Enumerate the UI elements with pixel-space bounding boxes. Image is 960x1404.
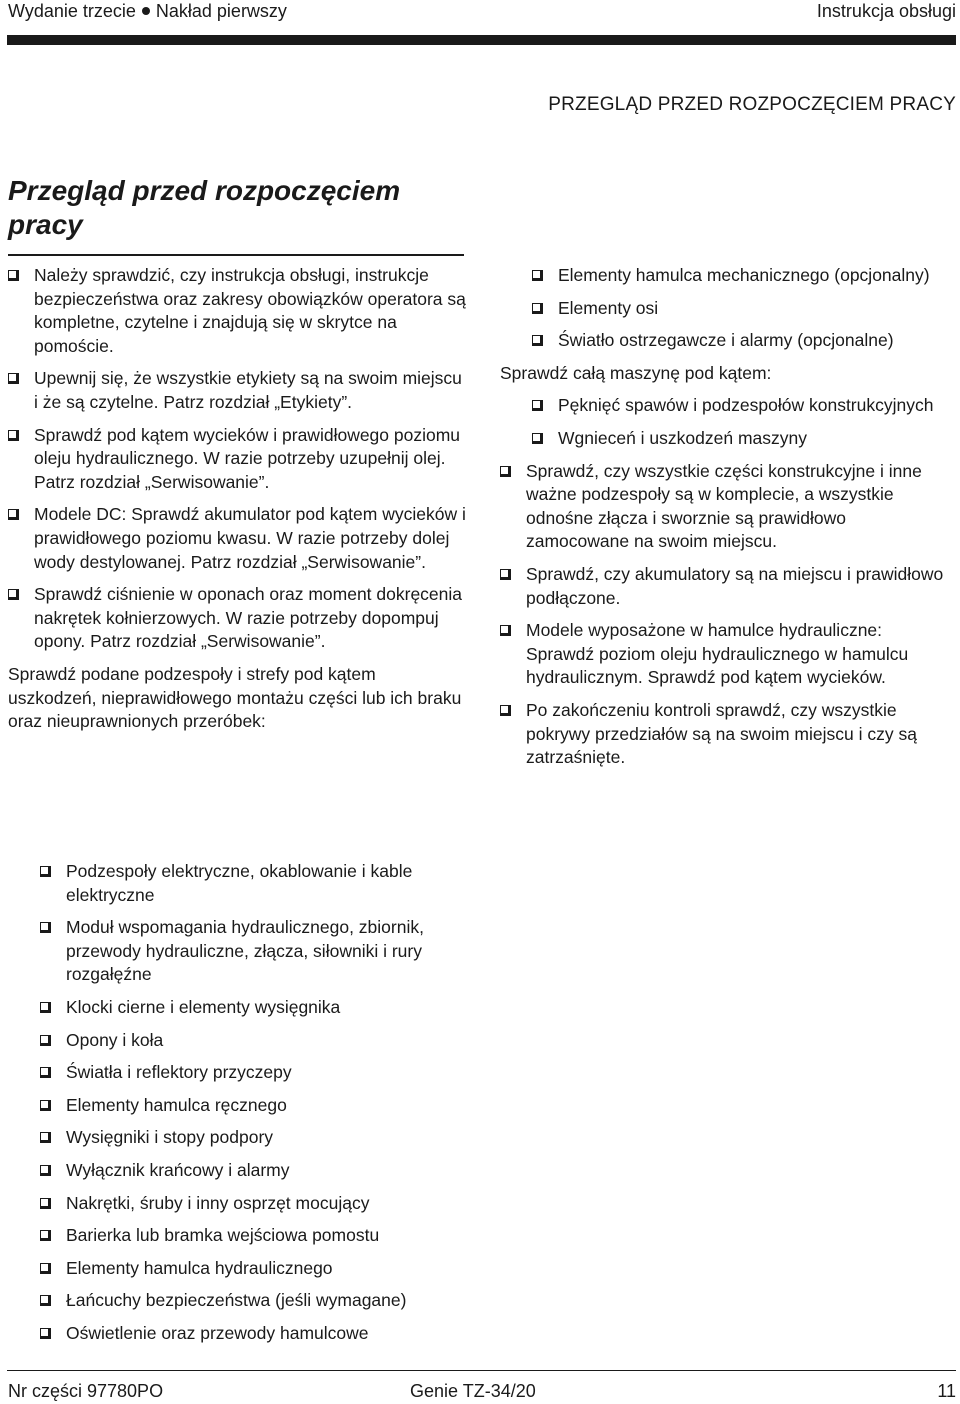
checklist-item-text: Modele wyposażone w hamulce hydrauliczne: Sprawdź poziom oleju hydraulicznego w hamulcu hydraulicznym. Sprawdź pod kątem wycieków. [526, 620, 909, 688]
checkbox-icon [40, 1230, 51, 1241]
checklist-item [8, 503, 468, 574]
checklist-item [8, 1289, 478, 1313]
checklist-item [500, 427, 950, 451]
model-name: Genie TZ-34/20 [410, 1381, 536, 1401]
checklist-item-text: Wyłącznik krańcowy i alarmy [66, 1159, 290, 1180]
checklist-item-text: Światła i reflektory przyczepy [66, 1062, 292, 1083]
checkbox-icon [40, 866, 51, 877]
checkbox-icon [40, 922, 51, 933]
checklist-item-text: Wysięgniki i stopy podpory [66, 1127, 274, 1148]
checklist-item-text: Sprawdź, czy akumulatory są na miejscu i prawidłowo podłączone. [526, 563, 944, 608]
checklist-item [500, 329, 950, 353]
checkbox-icon [532, 335, 543, 346]
checkbox-icon [8, 373, 19, 384]
checklist-item [8, 1257, 478, 1281]
checkbox-icon [40, 1067, 51, 1078]
checkbox-icon [40, 1198, 51, 1209]
checklist-item [8, 264, 468, 358]
checklist-item [500, 563, 950, 610]
checklist-item [8, 860, 478, 907]
checklist [8, 264, 468, 654]
checklist-item [8, 1029, 478, 1053]
checklist-item-text: Należy sprawdzić, czy instrukcja obsługi, instrukcje bezpieczeństwa oraz zakresy obowiązków operatora są kompletne, czytelne i znajdują się w skrytce na pomoście. [34, 265, 466, 356]
checklist-item-text: Pęknięć spawów i podzespołów konstrukcyjnych [558, 395, 934, 416]
page-title: Przegląd przed rozpoczęciem pracy [8, 175, 401, 240]
checklist-item-text: Sprawdź, czy wszystkie części konstrukcyjne i inne ważne podzespoły są w komplecie, a wszystkie odnośne złącza i sworznie są prawidłowo zamocowane na swoim miejscu. [526, 460, 922, 552]
checkbox-icon [500, 569, 511, 580]
sub-checklist-b [500, 394, 950, 450]
checklist-item-text: Wgnieceń i uszkodzeń maszyny [558, 427, 807, 448]
part-number: Nr części 97780PO [8, 1381, 164, 1401]
checkbox-icon [40, 1100, 51, 1111]
checkbox-icon [8, 430, 19, 441]
checklist-item [500, 699, 950, 770]
checklist-item-text: Elementy hamulca ręcznego [66, 1094, 287, 1115]
running-header-right: Instrukcja obsługi [816, 1, 956, 21]
checkbox-icon [40, 1002, 51, 1013]
section-title: PRZEGLĄD PRZED ROZPOCZĘCIEM PRACY [548, 94, 956, 115]
machine-check-paragraph: Sprawdź całą maszynę pod kątem: [500, 362, 772, 383]
right-column [500, 264, 950, 779]
checkbox-icon [532, 400, 543, 411]
checklist-item-text: Sprawdź pod kątem wycieków i prawidłowego poziomu oleju hydraulicznego. W razie potrzeby uzupełnij olej. Patrz rozdział „Serwisowanie”. [34, 424, 461, 492]
checklist-item [500, 297, 950, 321]
checklist-item [8, 1224, 478, 1248]
checklist-item [8, 1126, 478, 1150]
checkbox-icon [500, 625, 511, 636]
checklist-item [8, 916, 478, 987]
checklist-right [500, 460, 950, 770]
checklist-item-text: Elementy hamulca mechanicznego (opcjonalny) [558, 265, 930, 285]
checklist-item-text: Elementy hamulca hydraulicznego [66, 1257, 333, 1278]
checkbox-icon [500, 705, 511, 716]
component-list [8, 860, 478, 1346]
checklist-item-text: Po zakończeniu kontroli sprawdź, czy wszystkie pokrywy przedziałów są na swoim miejscu i czy są zatrzaśnięte. [526, 699, 917, 768]
checklist-item [8, 424, 468, 495]
component-checklist [8, 860, 478, 1355]
checkbox-icon [40, 1295, 51, 1306]
checklist-item [8, 1322, 478, 1346]
left-column [8, 264, 468, 743]
bullet-dot-icon [142, 7, 150, 15]
running-header-left [8, 0, 287, 22]
checklist-item-text: Światło ostrzegawcze i alarmy (opcjonalne) [558, 330, 894, 351]
checklist-item [8, 367, 468, 414]
checklist-item-text: Sprawdź ciśnienie w oponach oraz moment dokręcenia nakrętek kołnierzowych. W razie potrzeby dopompuj opony. Patrz rozdział „Serwisowanie”. [34, 584, 463, 652]
checklist-item-text: Opony i koła [66, 1029, 164, 1050]
checklist-item [500, 460, 950, 554]
printing-label: Nakład pierwszy [155, 1, 287, 21]
checklist-item-text: Nakrętki, śruby i inny osprzęt mocujący [66, 1192, 370, 1213]
checklist-item [8, 1159, 478, 1183]
checklist-item-text: Klocki cierne i elementy wysięgnika [66, 996, 341, 1017]
checklist-item [8, 1094, 478, 1118]
checklist-item [8, 996, 478, 1020]
checklist-item-text: Modele DC: Sprawdź akumulator pod kątem wycieków i prawidłowego poziomu kwasu. W razie potrzeby dolej wody destylowanej. Patrz rozdział „Serwisowanie”. [34, 504, 466, 572]
checklist-item [8, 583, 468, 654]
checkbox-icon [40, 1132, 51, 1143]
checklist-item-text: Oświetlenie oraz przewody hamulcowe [66, 1322, 369, 1343]
checklist-item [8, 1061, 478, 1085]
checklist-item-text: Łańcuchy bezpieczeństwa (jeśli wymagane) [66, 1290, 407, 1311]
checkbox-icon [8, 509, 19, 520]
edition-label: Wydanie trzecie [8, 1, 136, 21]
checkbox-icon [500, 466, 511, 477]
checklist-item-text: Elementy osi [558, 297, 659, 318]
checkbox-icon [532, 303, 543, 314]
checkbox-icon [8, 589, 19, 600]
sub-checklist-a [500, 264, 950, 353]
checkbox-icon [8, 270, 19, 281]
checklist-item [500, 619, 950, 690]
checkbox-icon [532, 433, 543, 444]
checklist-item [500, 264, 950, 288]
checkbox-icon [40, 1035, 51, 1046]
title-divider [8, 254, 464, 256]
checkbox-icon [532, 270, 543, 281]
checkbox-icon [40, 1328, 51, 1339]
checklist-item-text: Podzespoły elektryczne, okablowanie i kable elektryczne [66, 861, 413, 905]
checklist-item-text: Moduł wspomagania hydraulicznego, zbiornik, przewody hydrauliczne, złącza, siłowniki i rury rozgałęźne [66, 917, 424, 985]
checklist-item [8, 1192, 478, 1216]
footer-divider [7, 1370, 956, 1371]
header-bar [7, 35, 956, 45]
component-intro-paragraph: Sprawdź podane podzespoły i strefy pod kątem uszkodzeń, nieprawidłowego montażu części lub ich braku oraz nieuprawnionych przeróbek: [8, 663, 462, 732]
checkbox-icon [40, 1165, 51, 1176]
page-number: 11 [937, 1381, 956, 1401]
checklist-item-text: Upewnij się, że wszystkie etykiety są na swoim miejscu i że są czytelne. Patrz rozdział „Etykiety”. [34, 368, 462, 412]
checklist-item-text: Barierka lub bramka wejściowa pomostu [66, 1225, 380, 1246]
checklist-item [500, 394, 950, 418]
checkbox-icon [40, 1263, 51, 1274]
